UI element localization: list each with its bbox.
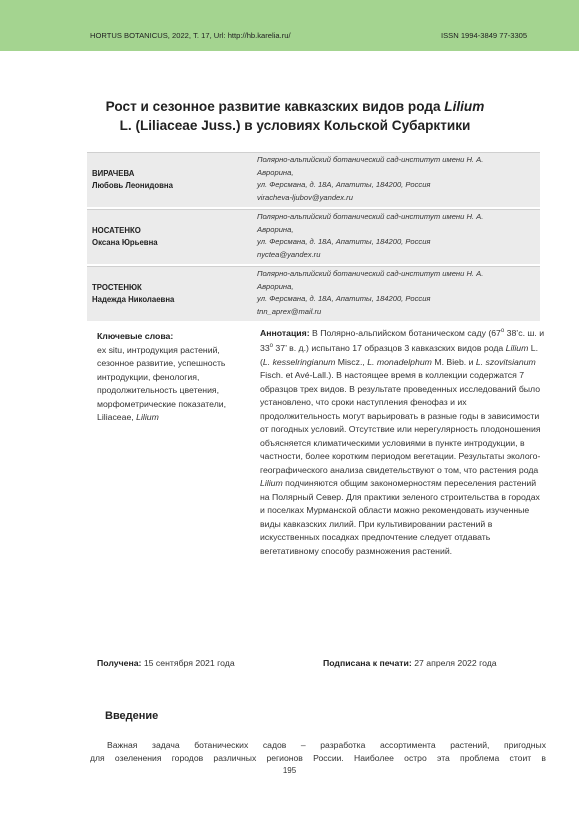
signed-date <box>323 658 497 668</box>
journal-header-band <box>0 0 579 51</box>
author-surname: ТРОСТЕНЮК <box>92 283 142 292</box>
genus-name: Lilium <box>505 343 529 354</box>
author-surname: НОСАТЕНКО <box>92 226 141 235</box>
affiliation-address: ул. Ферсмана, д. 18А, Апатиты, 184200, Россия <box>257 294 431 304</box>
species-name: L. szovitsianum <box>475 356 536 367</box>
intro-line: для озеленения городов различных регионов России. Наиболее остро эта проблема стоит в <box>90 753 546 763</box>
author-email[interactable]: viracheva-ljubov@yandex.ru <box>257 192 353 202</box>
received-date <box>97 658 235 668</box>
intro-paragraph <box>90 739 546 765</box>
abstract-label: Аннотация: <box>260 327 310 338</box>
author-surname: ВИРАЧЕВА <box>92 169 135 178</box>
signed-value: 27 апреля 2022 года <box>411 658 497 668</box>
journal-issn: ISSN 1994-3849 77-3305 <box>441 31 528 40</box>
abstract-text: M. Bieb. и <box>431 356 476 367</box>
received-label: Получена: <box>97 658 142 668</box>
abstract-text: 37’ в. д.) испытано 17 образцов 3 кавказских видов рода <box>273 343 506 354</box>
affiliation-address: ул. Ферсмана, д. 18А, Апатиты, 184200, Россия <box>257 180 431 190</box>
affiliation-line: Аврорина, <box>257 281 294 291</box>
keywords-italic: Lilium <box>136 412 159 422</box>
abstract-text: Miscz., <box>335 356 368 367</box>
journal-citation: HORTUS BOTANICUS, 2022, Т. 17, Url: http://hb.karelia.ru/ <box>90 31 291 40</box>
affiliation-line: Аврорина, <box>257 167 294 177</box>
abstract-text: 38’с. ш. и 33 <box>260 327 545 354</box>
author-given-name: Оксана Юрьевна <box>92 238 158 247</box>
author-affiliation <box>257 268 537 318</box>
author-row <box>87 152 540 207</box>
affiliation-line: Полярно-альпийский ботанический сад-институт имени Н. А. <box>257 155 484 164</box>
author-given-name: Надежда Николаевна <box>92 295 175 304</box>
affiliation-line: Полярно-альпийский ботанический сад-институт имени Н. А. <box>257 269 484 278</box>
affiliation-address: ул. Ферсмана, д. 18А, Апатиты, 184200, Россия <box>257 237 431 247</box>
genus-name: Lilium <box>260 478 283 489</box>
title-genus: Lilium <box>444 99 485 114</box>
author-email[interactable]: nyctea@yandex.ru <box>257 249 321 259</box>
author-affiliation <box>257 211 537 261</box>
affiliation-line: Аврорина, <box>257 224 294 234</box>
species-name: L. monadelphum <box>367 356 432 367</box>
degree-mark: о <box>269 343 274 350</box>
affiliation-line: Полярно-альпийский ботанический сад-институт имени Н. А. <box>257 212 484 221</box>
degree-mark: о <box>500 328 505 334</box>
title-line1-text: Рост и сезонное развитие кавказских видов рода <box>105 99 445 114</box>
title-line2-text: L. (Liliaceae Juss.) в условиях Кольской Субарктики <box>119 118 471 133</box>
author-row <box>87 209 540 264</box>
keywords-block <box>97 330 247 425</box>
abstract-text: Fisch. et Avé-Lall.). В настоящее время в коллекции содержатся 7 образцов трех видов. В результате проведенных исследований было установлено, что сроки наступления фенофаз и их продолжительность могут варьировать в разные годы в зависимости от погодных условий. Отсутствие или нерегулярность плодоношения объясняется климатическими условиями в пункте интродукции, в частности, более коротким периодом вегетации. Результаты эколого-географического анализа свидетельствуют о том, что растения рода <box>260 370 541 475</box>
page-number: 195 <box>282 766 297 775</box>
abstract-block <box>260 325 545 558</box>
authors-block <box>87 152 540 323</box>
author-email[interactable]: tnn_aprex@mail.ru <box>257 306 322 316</box>
keywords-text: ex situ, интродукция растений, сезонное развитие, успешность интродукции, фенология, продолжительность цветения, морфометрические показатели, Liliaceae, <box>97 344 227 422</box>
author-given-name: Любовь Леонидовна <box>92 181 173 190</box>
author-affiliation <box>257 154 537 204</box>
abstract-text: L. ( <box>260 343 539 367</box>
article-title <box>80 97 510 135</box>
received-value: 15 сентября 2021 года <box>141 658 235 668</box>
author-row <box>87 266 540 321</box>
species-name: L. kesselringianum <box>262 356 336 367</box>
section-heading: Введение <box>105 710 159 722</box>
keywords-label: Ключевые слова: <box>97 331 174 341</box>
intro-line: Важная задача ботанических садов – разработка ассортимента растений, пригодных <box>107 740 546 750</box>
abstract-text: подчиняются общим закономерностям переселения растений на Полярный Север. Для практики зеленого строительства в городах и поселках Мурманской области можно рекомендовать изученные виды кавказских лилий. При культивировании растений в искусственных посадках предпочтение следует отдавать вегетативному способу размножения растений. <box>260 478 540 556</box>
signed-label: Подписана к печати: <box>323 658 412 668</box>
abstract-text: В Полярно-альпийском ботаническом саду (67 <box>309 327 501 338</box>
